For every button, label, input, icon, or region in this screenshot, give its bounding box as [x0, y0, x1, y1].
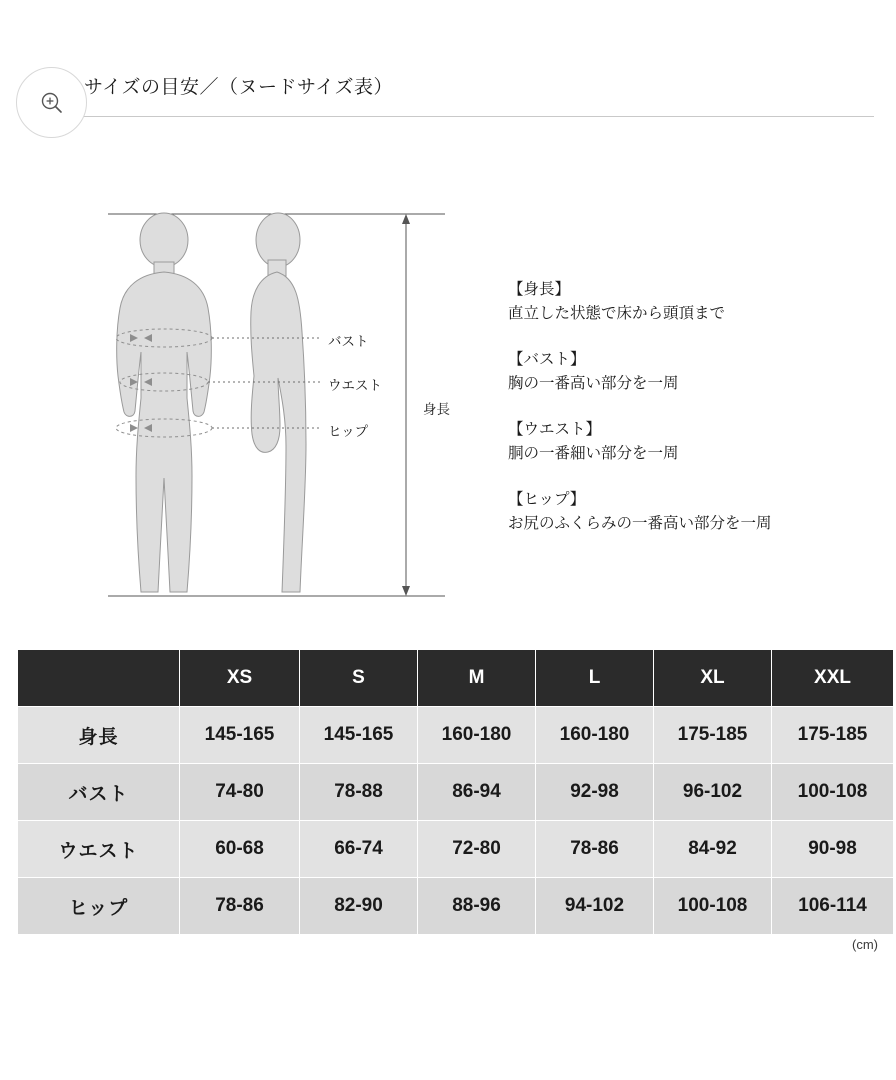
row-header-waist: ウエスト	[18, 821, 180, 878]
description-item	[508, 278, 888, 326]
callout-hip: ヒップ	[328, 424, 369, 439]
callout-height: 身長	[423, 402, 450, 417]
column-header-xs: XS	[180, 650, 300, 707]
table-row	[18, 878, 894, 935]
header-divider	[84, 116, 874, 117]
cell-waist-m: 72-80	[418, 821, 536, 878]
description-item	[508, 418, 888, 466]
cell-waist-xxl: 90-98	[772, 821, 894, 878]
cell-waist-s: 66-74	[300, 821, 418, 878]
description-term: 【身長】	[508, 281, 571, 298]
cell-height-s: 145-165	[300, 707, 418, 764]
cell-waist-xs: 60-68	[180, 821, 300, 878]
column-header-m: M	[418, 650, 536, 707]
cell-height-xs: 145-165	[180, 707, 300, 764]
description-term: 【バスト】	[508, 351, 586, 369]
cell-waist-xl: 84-92	[654, 821, 772, 878]
cell-bust-s: 78-88	[300, 764, 418, 821]
section-header	[0, 72, 896, 130]
row-header-bust: バスト	[18, 764, 180, 821]
description-text: 直立した状態で床から頭頂まで	[508, 305, 726, 323]
measurement-guide	[0, 200, 896, 620]
table-corner-cell	[18, 650, 180, 707]
table-row	[18, 764, 894, 821]
table-header-row	[18, 650, 894, 707]
column-header-l: L	[536, 650, 654, 707]
column-header-xl: XL	[654, 650, 772, 707]
cell-hip-xl: 100-108	[654, 878, 772, 935]
cell-height-l: 160-180	[536, 707, 654, 764]
body-measurement-illustration	[100, 200, 470, 620]
page-title: サイズの目安／（ヌードサイズ表）	[84, 77, 393, 98]
cell-height-xxl: 175-185	[772, 707, 894, 764]
description-item	[508, 348, 888, 396]
description-item	[508, 488, 888, 536]
description-term: 【ヒップ】	[508, 491, 586, 509]
row-header-height: 身長	[18, 707, 180, 764]
zoom-in-icon[interactable]	[16, 67, 87, 138]
cell-hip-xs: 78-86	[180, 878, 300, 935]
cell-height-m: 160-180	[418, 707, 536, 764]
description-text: 胸の一番高い部分を一周	[508, 375, 679, 393]
measurement-descriptions	[508, 278, 888, 558]
cell-bust-m: 86-94	[418, 764, 536, 821]
description-text: お尻のふくらみの一番高い部分を一周	[508, 515, 772, 533]
table-row	[18, 707, 894, 764]
cell-hip-m: 88-96	[418, 878, 536, 935]
size-chart-table	[17, 649, 894, 935]
row-header-hip: ヒップ	[18, 878, 180, 935]
cell-bust-xl: 96-102	[654, 764, 772, 821]
cell-hip-l: 94-102	[536, 878, 654, 935]
description-text: 胴の一番細い部分を一周	[508, 445, 679, 463]
callout-bust: バスト	[328, 334, 369, 349]
cell-hip-s: 82-90	[300, 878, 418, 935]
unit-note: (cm)	[852, 937, 878, 952]
table-row	[18, 821, 894, 878]
callout-waist: ウエスト	[328, 378, 382, 393]
column-header-s: S	[300, 650, 418, 707]
cell-bust-xxl: 100-108	[772, 764, 894, 821]
cell-height-xl: 175-185	[654, 707, 772, 764]
cell-bust-l: 92-98	[536, 764, 654, 821]
column-header-xxl: XXL	[772, 650, 894, 707]
cell-hip-xxl: 106-114	[772, 878, 894, 935]
cell-waist-l: 78-86	[536, 821, 654, 878]
cell-bust-xs: 74-80	[180, 764, 300, 821]
description-term: 【ウエスト】	[508, 421, 602, 439]
